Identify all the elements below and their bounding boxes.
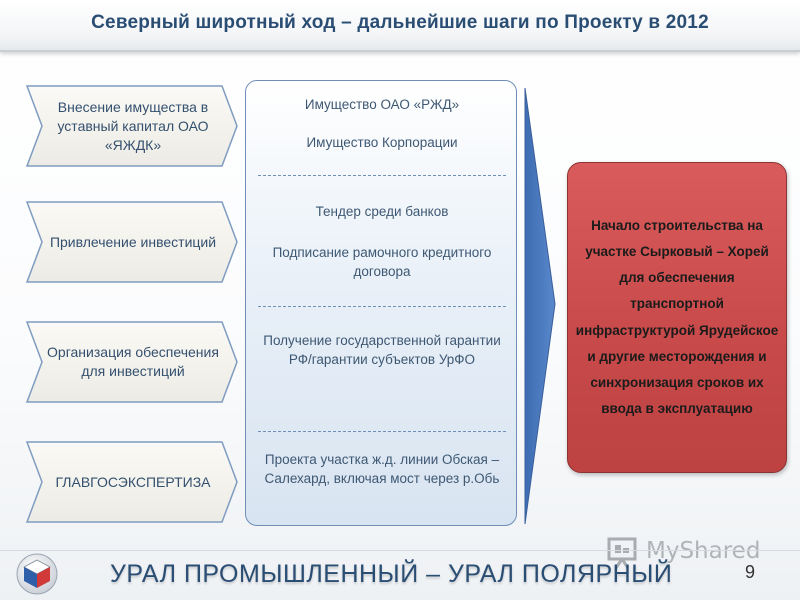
page-number: 9 (745, 562, 756, 582)
watermark-text: MyShared (646, 538, 761, 564)
page-title: Северный широтный ход – дальнейшие шаги по Проекту в 2012 (91, 12, 709, 33)
panel-item-rzd-property: Имущество ОАО «РЖД» (304, 97, 460, 112)
panel-divider (258, 306, 506, 307)
result-box (567, 162, 787, 473)
panel-divider (258, 175, 506, 176)
cube-logo-icon (16, 553, 58, 595)
step-2-chevron (26, 201, 238, 283)
actions-panel (245, 80, 517, 526)
panel-item-corporation-property: Имущество Корпорации (306, 135, 458, 150)
panel-item-railway-project: Проекта участка ж.д. линии Обская – Салехард, включая мост через р.Обь (264, 452, 500, 486)
footer-slogan: УРАЛ ПРОМЫШЛЕННЫЙ – УРАЛ ПОЛЯРНЫЙ (110, 560, 673, 588)
step-3-chevron (26, 321, 238, 403)
result-text: Начало строительства на участке Сырковый – Хорей для обеспечения транспортной инфраструктурой Ярудейское и другие месторождения и синхронизация сроков их ввода в эксплуатацию (575, 217, 779, 417)
flow-arrow-icon (523, 86, 557, 526)
panel-item-bank-tender: Тендер среди банков (315, 204, 449, 219)
step-1-chevron (26, 85, 238, 167)
panel-item-state-guarantee: Получение государственной гарантии РФ/гарантии субъектов УрФО (263, 333, 501, 367)
step-4-label: ГЛАВГОСЭКСПЕРТИЗА (55, 473, 211, 490)
panel-divider (258, 431, 506, 432)
step-4-chevron (26, 441, 238, 523)
footer-divider (0, 550, 800, 551)
step-1-label: Внесение имущества в уставный капитал ОАО «ЯЖДК» (57, 98, 209, 153)
header-bar (0, 0, 800, 52)
step-3-label: Организация обеспечения для инвестиций (47, 344, 219, 379)
panel-item-credit-agreement: Подписание рамочного кредитного договора (272, 245, 492, 279)
step-2-label: Привлечение инвестиций (49, 233, 217, 250)
